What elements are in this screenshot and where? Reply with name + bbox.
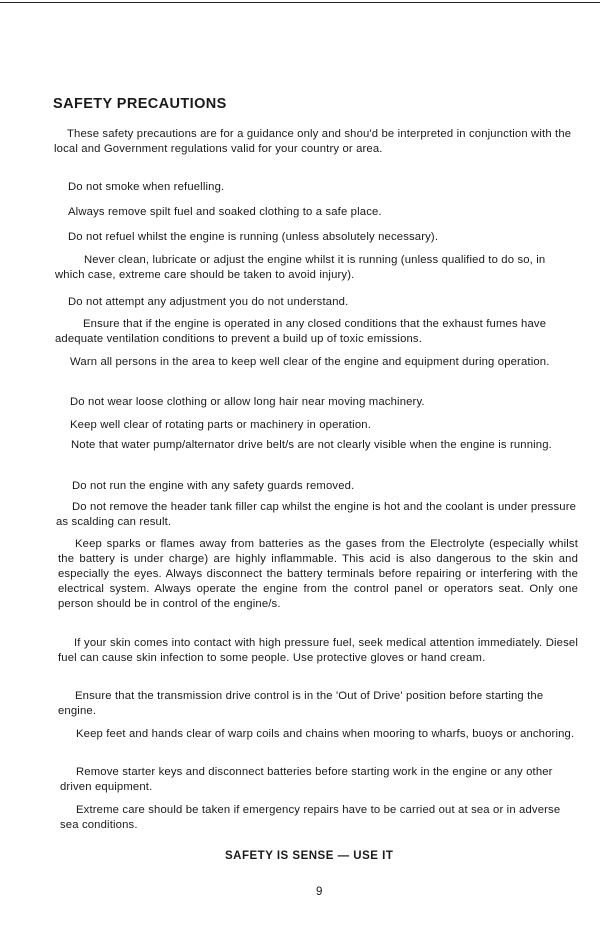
precaution-item: Do not run the engine with any safety guards removed. — [72, 480, 355, 492]
page-number: 9 — [316, 886, 323, 898]
precaution-item: Warn all persons in the area to keep well clear of the engine and equipment during operation. — [70, 356, 550, 368]
precaution-item: Note that water pump/alternator drive belt/s are not clearly visible when the engine is running. — [71, 439, 552, 451]
precaution-item: Extreme care should be taken if emergency repairs have to be carried out at sea or in adverse sea conditions. — [60, 804, 561, 831]
precaution-item: Keep sparks or flames away from batteries as the gases from the Electrolyte (especially whilst the battery is under charge) are highly inflammable. This acid is also dangerous to the skin and especially the eyes. Always disconnect the battery terminals before repairing or interfering with the electrical system. Always operate the engine from the control panel or operators seat. Only one person should be in control of the engine/s. — [58, 538, 578, 610]
page-title: SAFETY PRECAUTIONS — [53, 96, 227, 112]
precaution-item: Keep well clear of rotating parts or machinery in operation. — [70, 419, 371, 431]
precaution-item: Do not remove the header tank filler cap whilst the engine is hot and the coolant is under pressure as scalding can result. — [56, 501, 577, 528]
precaution-item: Keep feet and hands clear of warp coils and chains when mooring to wharfs, buoys or anchoring. — [76, 728, 575, 740]
precaution-item: Remove starter keys and disconnect batteries before starting work in the engine or any other driven equipment. — [60, 766, 553, 793]
precaution-item: Do not smoke when refuelling. — [68, 181, 225, 193]
precaution-item: Always remove spilt fuel and soaked clothing to a safe place. — [68, 206, 382, 218]
precaution-item: Never clean, lubricate or adjust the engine whilst it is running (unless qualified to do so, in which case, extreme care should be taken to avoid injury). — [55, 254, 546, 281]
precaution-item: Do not wear loose clothing or allow long hair near moving machinery. — [70, 396, 425, 408]
safety-slogan: SAFETY IS SENSE — USE IT — [225, 850, 394, 862]
precaution-item: Do not refuel whilst the engine is running (unless absolutely necessary). — [68, 231, 439, 243]
top-edge-rule — [0, 2, 600, 3]
precaution-item: Do not attempt any adjustment you do not understand. — [68, 296, 349, 308]
precaution-item: Ensure that if the engine is operated in any closed conditions that the exhaust fumes have adequate ventilation conditions to prevent a build up of toxic emissions. — [55, 318, 547, 345]
precaution-item: Ensure that the transmission drive control is in the 'Out of Drive' position before starting the engine. — [58, 690, 544, 717]
intro-paragraph: These safety precautions are for a guidance only and shou'd be interpreted in conjunction with the local and Government regulations valid for your country or area. — [54, 128, 572, 155]
precaution-item: If your skin comes into contact with high pressure fuel, seek medical attention immediately. Diesel fuel can cause skin infection to some people. Use protective gloves or hand cream. — [58, 637, 578, 664]
